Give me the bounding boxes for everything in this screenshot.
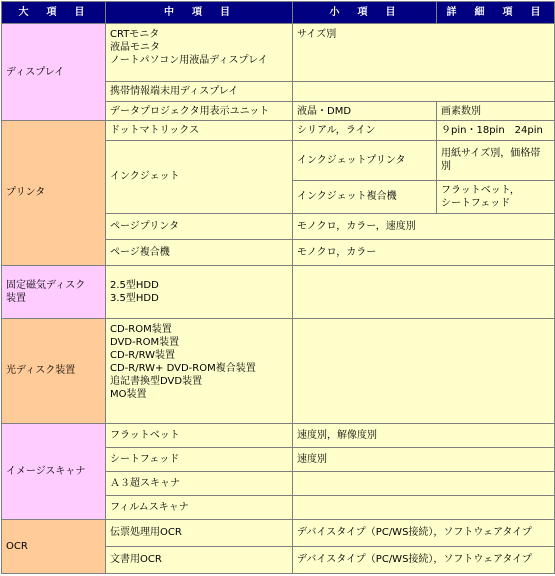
header-row (2, 2, 555, 24)
mid-scanner-a3: Ａ３超スキャナ (106, 472, 293, 496)
minor-printer-page: モノクロ，カラー，速度別 (293, 213, 555, 239)
table-row (2, 318, 555, 424)
minor-printer-inkjet: インクジェットプリンタ (293, 141, 437, 180)
mid-display-projector: データプロジェクタ用表示ユニット (106, 101, 293, 121)
minor-printer-inkjet-mfp: インクジェット複合機 (293, 180, 437, 213)
mid-scanner-sheetfed: シートフェッド (106, 448, 293, 472)
minor-scanner-sheetfed: 速度別 (293, 448, 555, 472)
mid-printer-page: ページプリンタ (106, 213, 293, 239)
major-optical: 光ディスク装置 (2, 318, 106, 424)
table-row (2, 23, 555, 81)
minor-printer-page-mfp: モノクロ，カラー (293, 239, 555, 265)
major-hdd: 固定磁気ディスク 装置 (2, 265, 106, 318)
detail-printer-inkjet: 用紙サイズ別，価格帯 別 (437, 141, 555, 180)
minor-display-size: サイズ別 (293, 23, 555, 81)
mid-display-monitors: CRTモニタ 液晶モニタ ノートパソコン用液晶ディスプレイ (106, 23, 293, 81)
table-row (2, 424, 555, 448)
minor-ocr-doc: デバイスタイプ（PC/WS接続），ソフトウェアタイプ (293, 546, 555, 573)
major-display: ディスプレイ (2, 23, 106, 121)
mid-printer-page-mfp: ページ複合機 (106, 239, 293, 265)
minor-ocr-slip: デバイスタイプ（PC/WS接続），ソフトウェアタイプ (293, 519, 555, 546)
minor-hdd-empty (293, 265, 555, 318)
classification-table (1, 1, 555, 574)
mid-optical: CD-ROM装置 DVD-ROM装置 CD-R/RW装置 CD-R/RW+ DVD-ROM複合装置 追記書換型DVD装置 MO装置 (106, 318, 293, 424)
header-major: 大 項 目 (2, 2, 106, 24)
minor-display-pda-empty (293, 81, 555, 101)
detail-printer-dotmatrix: ９pin・18pin 24pin (437, 121, 555, 141)
table-row (2, 265, 555, 318)
detail-printer-inkjet-mfp: フラットベット， シートフェッド (437, 180, 555, 213)
mid-ocr-doc: 文書用OCR (106, 546, 293, 573)
minor-scanner-film-empty (293, 496, 555, 520)
major-printer: プリンタ (2, 121, 106, 265)
mid-scanner-film: フィルムスキャナ (106, 496, 293, 520)
mid-printer-inkjet: インクジェット (106, 141, 293, 214)
minor-optical-empty (293, 318, 555, 424)
minor-display-projector: 液晶・DMD (293, 101, 437, 121)
header-mid: 中 項 目 (106, 2, 293, 24)
detail-display-projector: 画素数別 (437, 101, 555, 121)
classification-table-container (1, 1, 554, 574)
header-minor: 小 項 目 (293, 2, 437, 24)
minor-scanner-flatbed: 速度別，解像度別 (293, 424, 555, 448)
mid-display-pda: 携帯情報端末用ディスプレイ (106, 81, 293, 101)
table-row (2, 519, 555, 546)
mid-scanner-flatbed: フラットベット (106, 424, 293, 448)
major-ocr: OCR (2, 519, 106, 573)
header-detail: 詳 細 項 目 (437, 2, 555, 24)
table-row (2, 121, 555, 141)
mid-ocr-slip: 伝票処理用OCR (106, 519, 293, 546)
mid-printer-dotmatrix: ドットマトリックス (106, 121, 293, 141)
minor-scanner-a3-empty (293, 472, 555, 496)
mid-hdd: 2.5型HDD 3.5型HDD (106, 265, 293, 318)
major-scanner: イメージスキャナ (2, 424, 106, 520)
minor-printer-dotmatrix: シリアル，ライン (293, 121, 437, 141)
